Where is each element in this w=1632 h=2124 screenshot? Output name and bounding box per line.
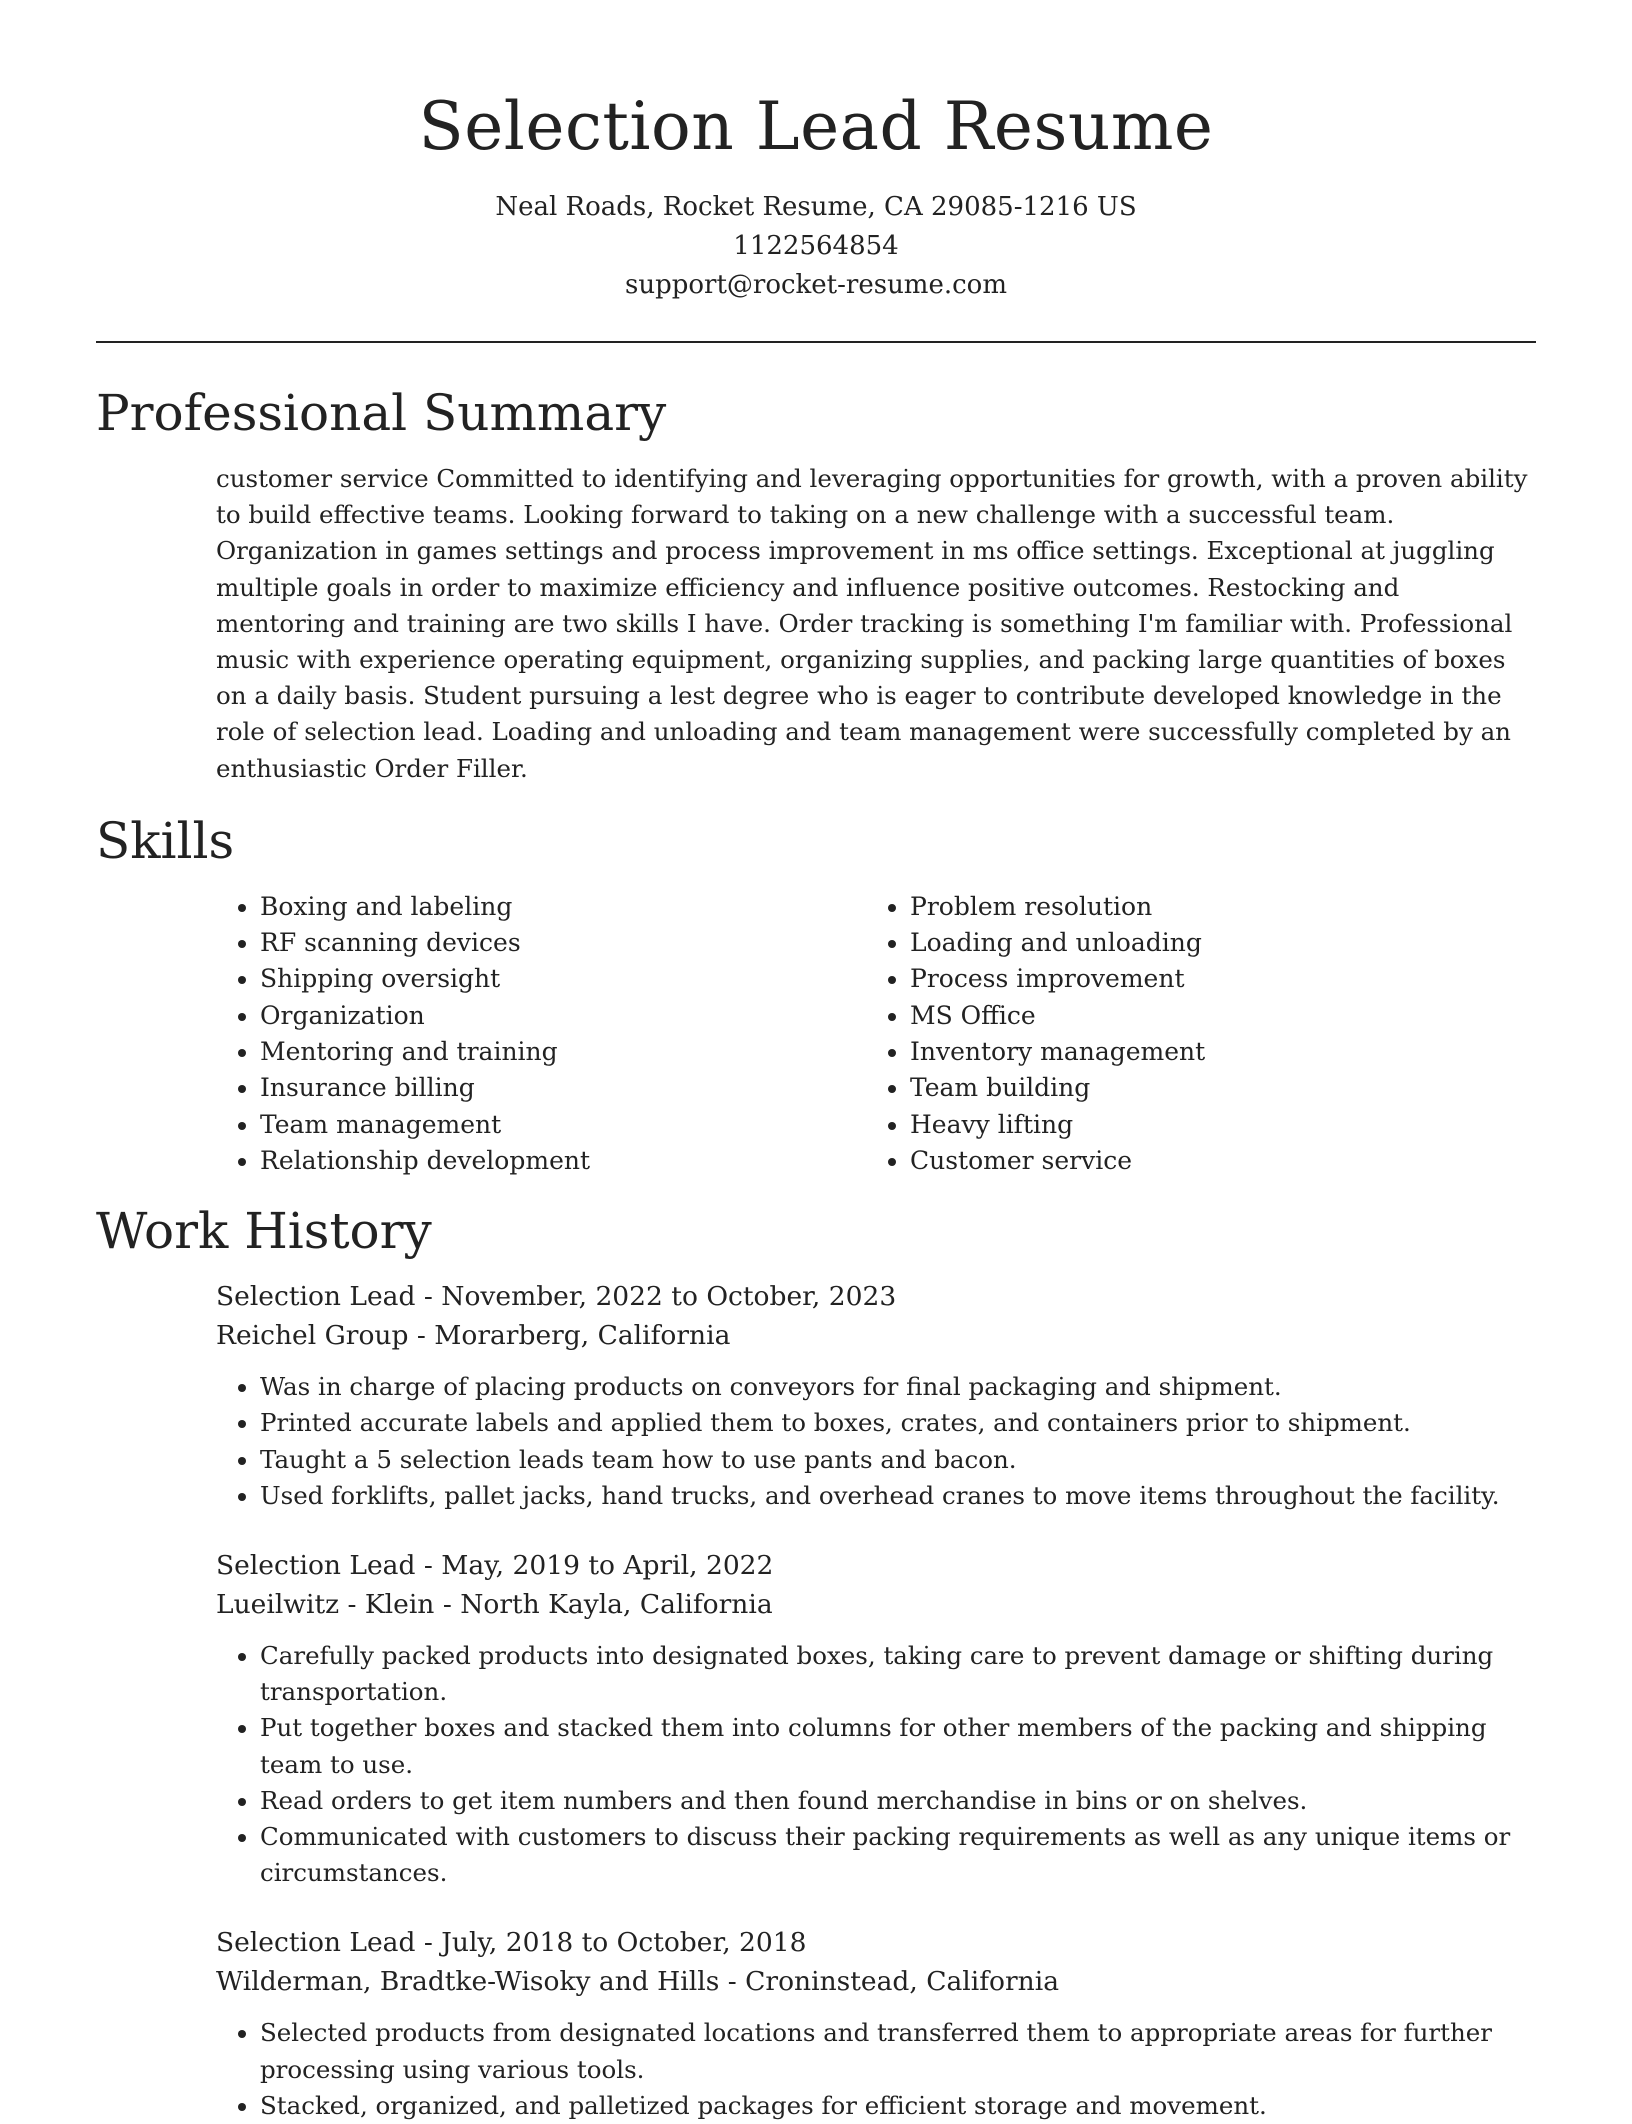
job-title-line xyxy=(216,1546,1536,1585)
job-company-line xyxy=(216,1962,1536,2001)
summary-heading: Professional Summary xyxy=(96,384,667,442)
job-title-line xyxy=(216,1923,1536,1962)
job-entry xyxy=(216,1546,1536,1891)
job-bullets xyxy=(216,1638,1536,1891)
contact-phone: 1122564854 xyxy=(733,231,899,261)
skill-item: • Shipping oversight xyxy=(260,961,866,997)
job-location: - North Kayla, California xyxy=(442,1589,773,1621)
job-dates: - May, 2019 to April, 2022 xyxy=(423,1550,774,1582)
job-bullet: • Used forklifts, pallet jacks, hand trucks, and overhead cranes to move items throughout the facility. xyxy=(260,1478,1536,1514)
job-title-line xyxy=(216,1277,1536,1316)
skill-item: • Organization xyxy=(260,998,866,1034)
skills-column-left xyxy=(216,889,866,1179)
job-dates: - July, 2018 to October, 2018 xyxy=(423,1927,807,1959)
header-divider xyxy=(96,341,1536,343)
skill-item: • Process improvement xyxy=(910,961,1510,997)
job-title: Selection Lead xyxy=(216,1281,416,1313)
skill-item: • Relationship development xyxy=(260,1143,866,1179)
skill-item: • RF scanning devices xyxy=(260,925,866,961)
job-dates: - November, 2022 to October, 2023 xyxy=(423,1281,897,1313)
job-bullet: • Communicated with customers to discuss their packing requirements as well as any unique items or circumstances. xyxy=(260,1819,1536,1891)
job-bullet: • Stacked, organized, and palletized packages for efficient storage and movement. xyxy=(260,2088,1536,2124)
job-bullet: • Selected products from designated locations and transferred them to appropriate areas for further processing using various tools. xyxy=(260,2015,1536,2087)
job-bullet: • Was in charge of placing products on conveyors for final packaging and shipment. xyxy=(260,1369,1536,1405)
skill-item: • Team building xyxy=(910,1070,1510,1106)
skill-item: • Mentoring and training xyxy=(260,1034,866,1070)
job-company: Wilderman, Bradtke-Wisoky and Hills xyxy=(216,1966,720,1998)
job-company-line xyxy=(216,1585,1536,1624)
resume-page xyxy=(96,0,1536,2124)
skill-item: • Inventory management xyxy=(910,1034,1510,1070)
contact-email: support@rocket-resume.com xyxy=(624,270,1007,300)
job-company-line xyxy=(216,1316,1536,1355)
skill-item: • Heavy lifting xyxy=(910,1107,1510,1143)
job-location: - Croninstead, California xyxy=(727,1966,1059,1998)
skills-list xyxy=(216,889,1536,1179)
job-company: Reichel Group xyxy=(216,1320,409,1352)
job-entry xyxy=(216,1277,1536,1514)
job-bullet: • Put together boxes and stacked them into columns for other members of the packing and shipping team to use. xyxy=(260,1710,1536,1782)
contact-block xyxy=(96,188,1536,305)
skill-item: • Problem resolution xyxy=(910,889,1510,925)
summary-text: customer service Committed to identifying and leveraging opportunities for growth, with a proven ability to build effective teams. Looking forward to taking on a new challenge with a successful team. Organization in games settings and process improvement in ms office settings. Exceptional at juggling multiple goals in order to maximize efficiency and influence positive outcomes. Restocking and mentoring and training are two skills I have. Order tracking is something I'm familiar with. Professional music with experience operating equipment, organizing supplies, and packing large quantities of boxes on a daily basis. Student pursuing a lest degree who is eager to contribute developed knowledge in the role of selection lead. Loading and unloading and team management were successfully completed by an enthusiastic Order Filler. xyxy=(216,464,1528,783)
job-location: - Morarberg, California xyxy=(416,1320,731,1352)
skill-item: • MS Office xyxy=(910,998,1510,1034)
resume-title: Selection Lead Resume xyxy=(418,88,1214,165)
skill-item: • Team management xyxy=(260,1107,866,1143)
job-title: Selection Lead xyxy=(216,1927,416,1959)
skill-item: • Customer service xyxy=(910,1143,1510,1179)
skill-item: • Boxing and labeling xyxy=(260,889,866,925)
job-bullets xyxy=(216,2015,1536,2124)
skill-item: • Loading and unloading xyxy=(910,925,1510,961)
skill-item: • Insurance billing xyxy=(260,1070,866,1106)
job-bullet: • Taught a 5 selection leads team how to use pants and bacon. xyxy=(260,1442,1536,1478)
job-company: Lueilwitz - Klein xyxy=(216,1589,435,1621)
job-entry xyxy=(216,1923,1536,2124)
skills-heading: Skills xyxy=(96,811,235,870)
work-history-heading: Work History xyxy=(96,1202,432,1261)
skills-column-right xyxy=(866,889,1510,1179)
job-bullets xyxy=(216,1369,1536,1514)
contact-address: Neal Roads, Rocket Resume, CA 29085-1216 US xyxy=(495,192,1137,222)
job-title: Selection Lead xyxy=(216,1550,416,1582)
job-bullet: • Read orders to get item numbers and then found merchandise in bins or on shelves. xyxy=(260,1783,1536,1819)
job-bullet: • Carefully packed products into designated boxes, taking care to prevent damage or shifting during transportation. xyxy=(260,1638,1536,1710)
job-bullet: • Printed accurate labels and applied them to boxes, crates, and containers prior to shipment. xyxy=(260,1405,1536,1441)
